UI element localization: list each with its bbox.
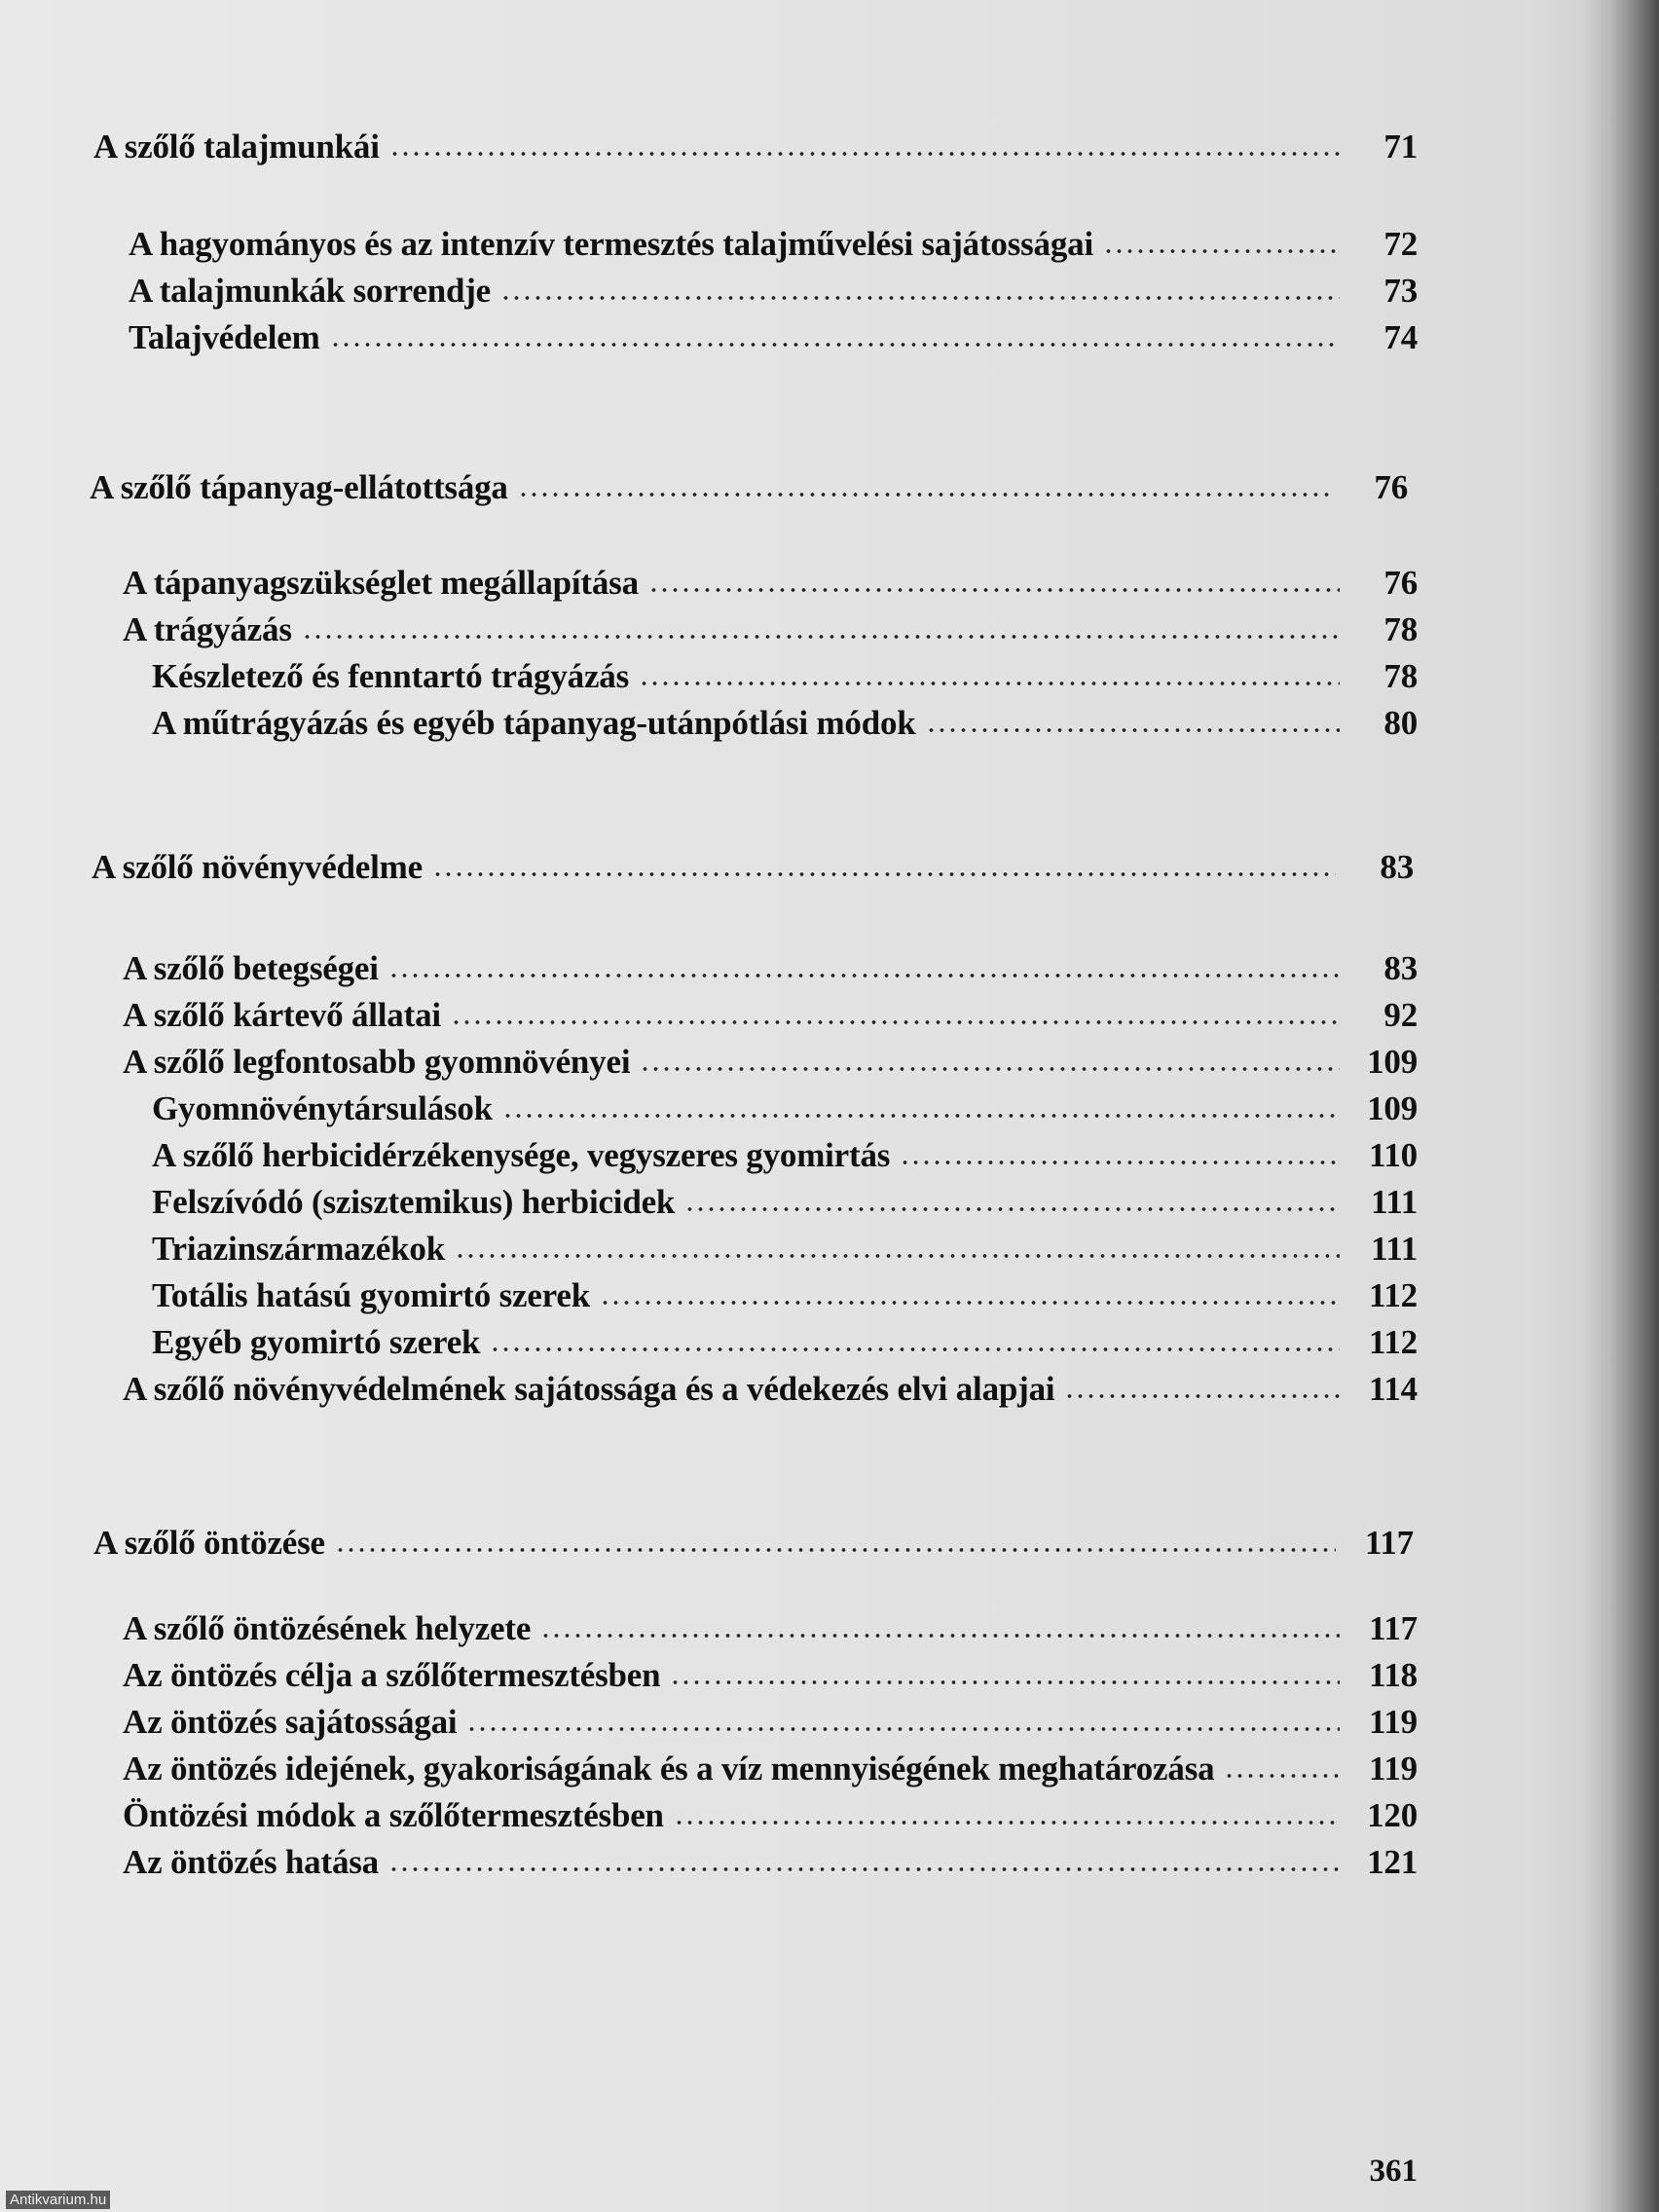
toc-entry-page: 117 [1365, 1524, 1414, 1562]
toc-entry-title: A műtrágyázás és egyéb tápanyag-utánpótlási módok [152, 704, 916, 742]
toc-entry-title: Az öntözés célja a szőlőtermesztésben [123, 1656, 661, 1694]
toc-entry-page: 71 [1383, 128, 1418, 166]
dot-leader [388, 974, 1340, 977]
dot-leader [518, 493, 1330, 497]
watermark: Antikvarium.hu [6, 2191, 110, 2209]
dot-leader [1224, 1774, 1340, 1778]
toc-entry-title: A hagyományos és az intenzív termesztés talajművelési sajátosságai [129, 225, 1093, 263]
toc-entry-title: A szőlő betegségei [123, 949, 379, 987]
toc-entry-page: 110 [1369, 1136, 1418, 1174]
toc-entry-page: 83 [1383, 949, 1418, 987]
toc-entry [152, 1077, 1418, 1125]
dot-leader [639, 682, 1340, 685]
dot-leader [490, 1347, 1340, 1351]
toc-entry-page: 92 [1383, 996, 1418, 1034]
toc-entry-page: 114 [1369, 1370, 1418, 1408]
dot-leader [1064, 1394, 1340, 1398]
toc-entry-page: 78 [1383, 610, 1418, 648]
toc-entry-title: Gyomnövénytársulások [152, 1089, 493, 1127]
dot-leader [640, 1067, 1340, 1071]
toc-entry [152, 645, 1418, 693]
toc-entry-page: 83 [1380, 848, 1414, 886]
toc-entry [152, 1124, 1418, 1172]
toc-entry-page: 121 [1367, 1843, 1418, 1881]
dot-leader [432, 872, 1336, 876]
toc-entry-title: A szőlő öntözésének helyzete [123, 1609, 532, 1647]
toc-entry [92, 835, 1414, 884]
dot-leader [451, 1020, 1340, 1024]
toc-entry-title: Öntözési módok a szőlőtermesztésben [123, 1796, 664, 1834]
toc-entry-title: Triazinszármazékok [152, 1230, 445, 1268]
toc-entry-title: Egyéb gyomirtó szerek [152, 1323, 481, 1361]
toc-entry-page: 76 [1374, 468, 1408, 506]
dot-leader [500, 296, 1340, 300]
toc-entry-page: 111 [1370, 1230, 1418, 1268]
dot-leader [388, 1867, 1340, 1871]
toc-entry-page: 112 [1369, 1276, 1418, 1314]
toc-entry-page: 80 [1383, 704, 1418, 742]
toc-entry-title: A szőlő növényvédelme [92, 848, 423, 886]
toc-entry-title: A szőlő öntözése [93, 1524, 325, 1562]
toc-entry-title: Az öntözés hatása [123, 1843, 379, 1881]
toc-entry-page: 119 [1369, 1703, 1418, 1741]
dot-leader [540, 1634, 1340, 1638]
dot-leader [684, 1207, 1340, 1211]
toc-entry [123, 1643, 1418, 1692]
toc-entry [129, 259, 1418, 308]
toc-entry-title: A tápanyagszükséglet megállapítása [123, 564, 639, 602]
dot-leader [389, 152, 1340, 156]
toc-entry-page: 118 [1369, 1656, 1418, 1694]
toc-entry [123, 551, 1418, 600]
toc-entry-page: 76 [1383, 564, 1418, 602]
toc-entry-page: 74 [1383, 318, 1418, 356]
toc-entry [152, 691, 1418, 740]
toc-entry-page: 119 [1369, 1750, 1418, 1788]
dot-leader [670, 1680, 1340, 1684]
page-number: 361 [1369, 2154, 1418, 2189]
toc-entry [123, 1597, 1418, 1645]
dot-leader [900, 1161, 1340, 1164]
toc-entry [123, 598, 1418, 646]
toc-entry-title: A szőlő tápanyag-ellátottsága [90, 468, 508, 506]
dot-leader [674, 1821, 1340, 1825]
toc-entry [93, 115, 1418, 164]
toc-entry [129, 306, 1418, 354]
dot-leader [335, 1548, 1336, 1552]
toc-entry [152, 1310, 1418, 1359]
toc-entry-page: 73 [1383, 272, 1418, 310]
dot-leader [600, 1301, 1340, 1305]
toc-entry [123, 1690, 1418, 1739]
toc-entry-page: 117 [1369, 1609, 1418, 1647]
toc-entry-title: Talajvédelem [129, 318, 320, 356]
toc-entry [152, 1170, 1418, 1219]
toc-entry-title: A szőlő talajmunkái [93, 128, 380, 166]
toc-entry [123, 1030, 1418, 1079]
toc-entry [123, 1830, 1418, 1879]
dot-leader [1103, 249, 1340, 253]
toc-entry [90, 456, 1408, 504]
toc-entry [129, 212, 1418, 261]
toc-entry [123, 983, 1418, 1032]
toc-entry [93, 1511, 1414, 1560]
dot-leader [466, 1727, 1340, 1731]
toc-entry [152, 1217, 1418, 1266]
toc-entry-title: Felszívódó (szisztemikus) herbicidek [152, 1183, 676, 1221]
toc-entry-title: Az öntözés sajátosságai [123, 1703, 458, 1741]
toc-entry-title: A szőlő kártevő állatai [123, 996, 441, 1034]
toc-entry [123, 1737, 1418, 1786]
toc-entry-page: 72 [1383, 225, 1418, 263]
toc-entry-page: 120 [1367, 1796, 1418, 1834]
dot-leader [502, 1114, 1340, 1118]
dot-leader [648, 588, 1340, 592]
toc-entry [123, 1784, 1418, 1832]
toc-entry-page: 112 [1369, 1323, 1418, 1361]
dot-leader [302, 635, 1340, 639]
toc-entry-page: 78 [1383, 657, 1418, 695]
toc-entry-title: A talajmunkák sorrendje [129, 272, 492, 310]
toc-entry-title: Totális hatású gyomirtó szerek [152, 1276, 590, 1314]
toc-entry-title: A szőlő legfontosabb gyomnövényei [123, 1043, 631, 1081]
toc-entry-title: A trágyázás [123, 610, 292, 648]
toc-entry-title: Készletező és fenntartó trágyázás [152, 657, 630, 695]
toc-entry [152, 1264, 1418, 1312]
toc-entry-title: A szőlő herbicidérzékenysége, vegyszeres gyomirtás [152, 1136, 891, 1174]
toc-entry [123, 937, 1418, 985]
toc-entry-page: 109 [1367, 1089, 1418, 1127]
dot-leader [330, 343, 1340, 347]
dot-leader [455, 1254, 1340, 1258]
toc-entry-page: 111 [1370, 1183, 1418, 1221]
toc-entry-title: A szőlő növényvédelmének sajátossága és a védekezés elvi alapjai [123, 1370, 1055, 1408]
dot-leader [926, 728, 1340, 732]
toc-entry-page: 109 [1367, 1043, 1418, 1081]
toc-entry [123, 1357, 1418, 1406]
toc-entry-title: Az öntözés idejének, gyakoriságának és a víz mennyiségének meghatározása [123, 1750, 1215, 1788]
